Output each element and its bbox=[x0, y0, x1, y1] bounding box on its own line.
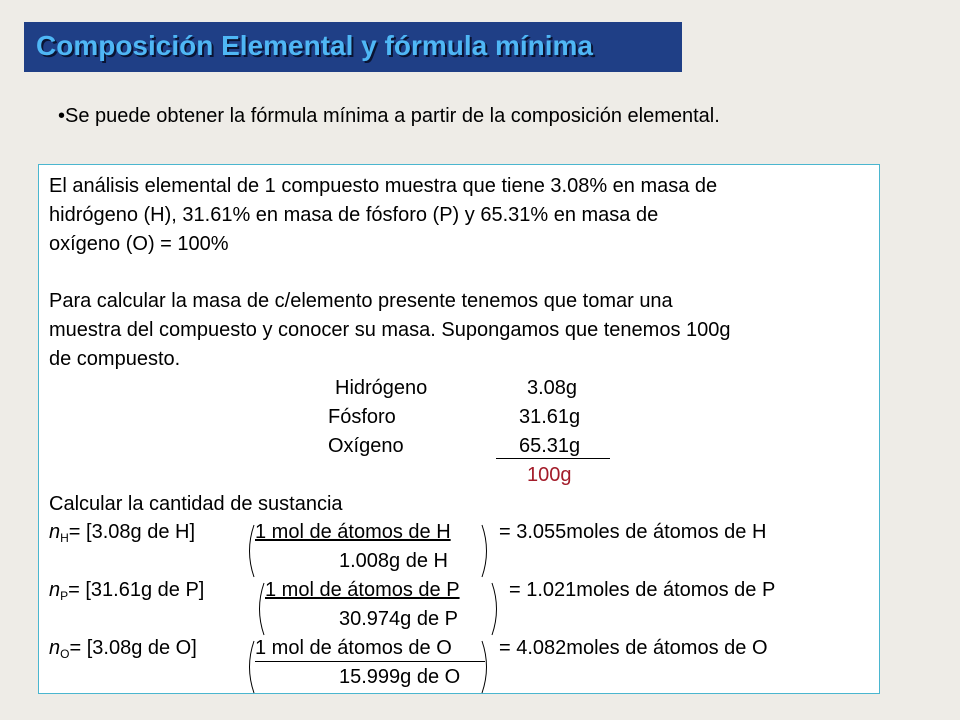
calc-row-h bbox=[49, 518, 195, 552]
mass-value-o: 65.31g bbox=[519, 435, 581, 457]
para2-line-3: de compuesto. bbox=[49, 348, 181, 370]
bracket-expr: = [31.61g de P] bbox=[68, 579, 205, 601]
denominator-p: 30.974g de P bbox=[339, 608, 458, 630]
calc-row-o bbox=[49, 634, 197, 668]
para1-line-2: hidrógeno (H), 31.61% en masa de fósforo (P) y 65.31% en masa de bbox=[49, 204, 659, 226]
n-symbol: n bbox=[49, 521, 61, 543]
page-title: Composición Elemental y fórmula mínima bbox=[36, 30, 594, 61]
mass-element-p: Fósforo bbox=[328, 406, 396, 428]
right-paren-icon bbox=[490, 581, 502, 637]
n-symbol: n bbox=[49, 637, 61, 659]
numerator-o: 1 mol de átomos de O bbox=[255, 637, 452, 659]
intro-bullet: •Se puede obtener la fórmula mínima a partir de la composición elemental. bbox=[58, 105, 720, 127]
title-banner bbox=[24, 22, 682, 72]
calc-row-p bbox=[49, 576, 204, 610]
n-subscript: P bbox=[60, 589, 69, 603]
result-o: = 4.082moles de átomos de O bbox=[499, 637, 768, 659]
denominator-o: 15.999g de O bbox=[339, 666, 461, 688]
mass-element-h: Hidrógeno bbox=[335, 377, 428, 399]
fraction-rule-o bbox=[255, 661, 485, 662]
right-paren-icon bbox=[480, 639, 492, 695]
mass-value-h: 3.08g bbox=[527, 377, 578, 399]
para1-line-3: oxígeno (O) = 100% bbox=[49, 233, 229, 255]
result-p: = 1.021moles de átomos de P bbox=[509, 579, 776, 601]
denominator-h: 1.008g de H bbox=[339, 550, 448, 572]
para1-line-1: El análisis elemental de 1 compuesto muestra que tiene 3.08% en masa de bbox=[49, 175, 718, 197]
n-subscript: O bbox=[60, 647, 70, 661]
example-panel bbox=[38, 164, 880, 694]
calc-heading: Calcular la cantidad de sustancia bbox=[49, 493, 343, 515]
numerator-p: 1 mol de átomos de P bbox=[265, 579, 460, 601]
right-paren-icon bbox=[480, 523, 492, 579]
sum-rule bbox=[496, 458, 610, 459]
bracket-expr: = [3.08g de H] bbox=[68, 521, 195, 543]
para2-line-1: Para calcular la masa de c/elemento presente tenemos que tomar una bbox=[49, 290, 673, 312]
mass-total: 100g bbox=[527, 464, 572, 486]
result-h: = 3.055moles de átomos de H bbox=[499, 521, 767, 543]
para2-line-2: muestra del compuesto y conocer su masa. Supongamos que tenemos 100g bbox=[49, 319, 731, 341]
n-subscript: H bbox=[60, 531, 69, 545]
n-symbol: n bbox=[49, 579, 61, 601]
numerator-h: 1 mol de átomos de H bbox=[255, 521, 451, 543]
bracket-expr: = [3.08g de O] bbox=[69, 637, 197, 659]
mass-element-o: Oxígeno bbox=[328, 435, 404, 457]
mass-value-p: 31.61g bbox=[519, 406, 581, 428]
